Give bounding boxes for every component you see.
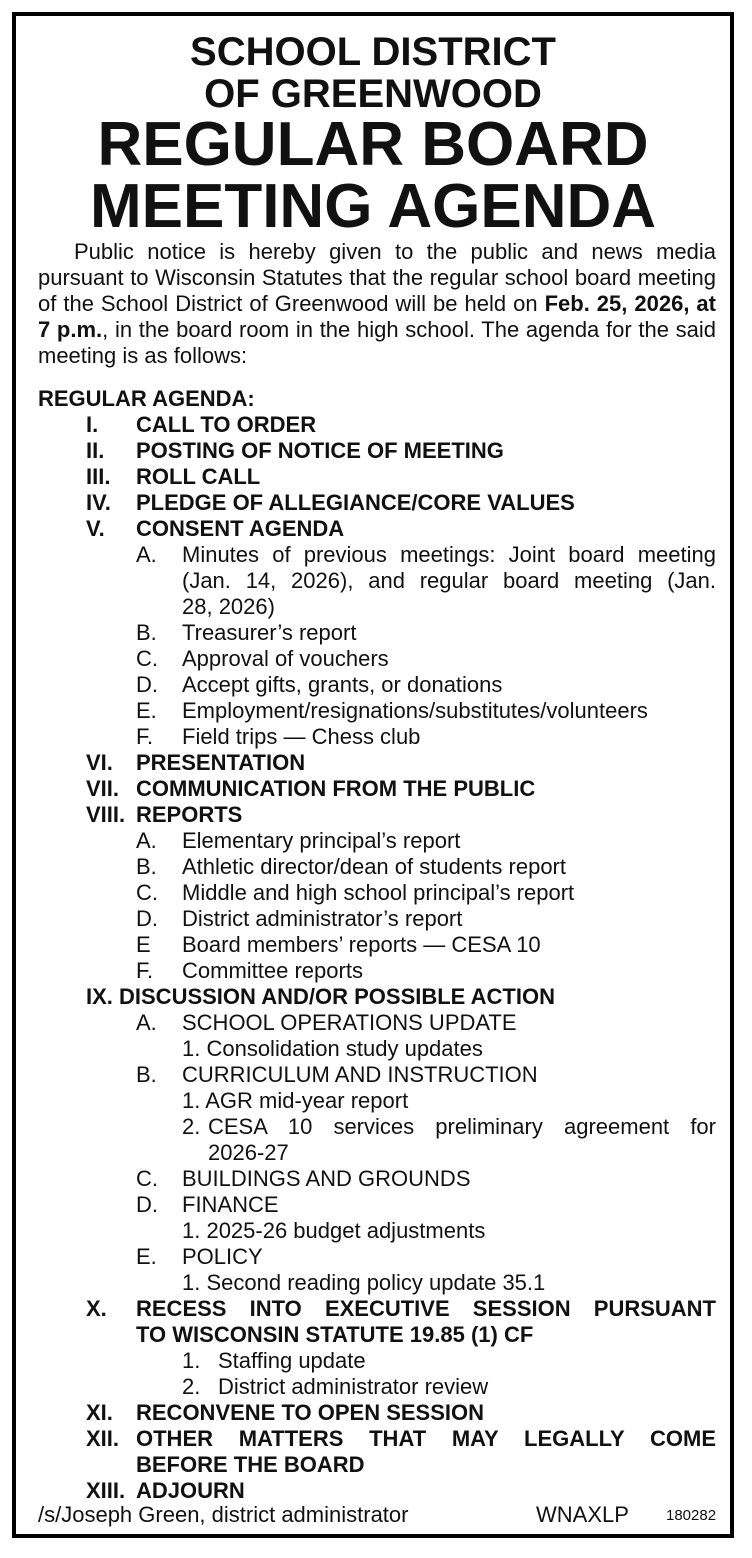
subitem: Board members’ reports — CESA 10 xyxy=(182,932,541,957)
intro-text-after: , in the board room in the high school. The agenda for the said meeting is as follows: xyxy=(38,317,717,368)
agenda-item: CALL TO ORDER xyxy=(136,412,317,437)
item-number: VIII. xyxy=(86,802,126,827)
agenda-item: OTHER MATTERS THAT MAY LEGALLY COME xyxy=(136,1426,716,1451)
item-number: XIII. xyxy=(86,1478,126,1503)
agenda-item: RECONVENE TO OPEN SESSION xyxy=(136,1400,485,1425)
agenda-item: ADJOURN xyxy=(136,1478,245,1503)
public-notice xyxy=(12,12,734,1538)
subitem-letter: A. xyxy=(136,542,157,567)
subitem: Accept gifts, grants, or donations xyxy=(182,672,503,697)
agenda-item: POSTING OF NOTICE OF MEETING xyxy=(136,438,504,463)
subitem: Employment/resignations/substitutes/volunteers xyxy=(182,698,648,723)
subitem-letter: A. xyxy=(136,828,157,853)
subitem: FINANCE xyxy=(182,1192,279,1217)
item-number: II. xyxy=(86,438,105,463)
agenda-item: RECESS INTO EXECUTIVE SESSION PURSUANT xyxy=(136,1296,716,1321)
item-number: V. xyxy=(86,516,105,541)
subitem: Elementary principal’s report xyxy=(182,828,461,853)
subitem-letter: F. xyxy=(136,724,154,749)
item-number: IV. xyxy=(86,490,111,515)
subitem: CURRICULUM AND INSTRUCTION xyxy=(182,1062,538,1087)
sub-subitem: CESA 10 services preliminary agreement for xyxy=(208,1114,716,1139)
subitem-letter: D. xyxy=(136,672,158,697)
subitem-letter: C. xyxy=(136,1166,158,1191)
subitem-letter: C. xyxy=(136,880,158,905)
subitem: Minutes of previous meetings: Joint board meeting xyxy=(182,542,716,567)
agenda-item: COMMUNICATION FROM THE PUBLIC xyxy=(136,776,536,801)
subitem: BUILDINGS AND GROUNDS xyxy=(182,1166,471,1191)
agenda-item-cont: TO WISCONSIN STATUTE 19.85 (1) CF xyxy=(136,1322,534,1347)
sub-subitem-number: 2. xyxy=(182,1374,201,1399)
agenda-item-cont: BEFORE THE BOARD xyxy=(136,1452,365,1477)
subitem-letter: B. xyxy=(136,1062,157,1087)
subitem-letter: F. xyxy=(136,958,154,983)
sub-subitem-cont: 2026-27 xyxy=(208,1140,289,1165)
ad-number: 180282 xyxy=(666,1507,717,1524)
signature: /s/Joseph Green, district administrator xyxy=(38,1502,409,1527)
subitem-letter: E. xyxy=(136,698,157,723)
sub-subitem-number: 2. xyxy=(182,1114,201,1139)
item-number: VI. xyxy=(86,750,113,775)
sub-subitem-number: 1. xyxy=(182,1348,201,1373)
agenda-item: ROLL CALL xyxy=(136,464,261,489)
subitem-letter: D. xyxy=(136,1192,158,1217)
sub-subitem: 1. Consolidation study updates xyxy=(182,1036,483,1061)
subitem: Treasurer’s report xyxy=(182,620,357,645)
meeting-date: Feb. 25, 2026, at 7 p.m. xyxy=(38,291,716,342)
agenda-title-line2: MEETING AGENDA xyxy=(89,172,657,241)
publication-code: WNAXLP xyxy=(536,1502,629,1527)
subitem: Committee reports xyxy=(182,958,363,983)
subitem: Field trips — Chess club xyxy=(182,724,421,749)
sub-subitem: Staffing update xyxy=(218,1348,366,1373)
subitem: District administrator’s report xyxy=(182,906,463,931)
subitem: SCHOOL OPERATIONS UPDATE xyxy=(182,1010,517,1035)
agenda-title-line1: REGULAR BOARD xyxy=(97,110,649,179)
agenda-item: IX. DISCUSSION AND/OR POSSIBLE ACTION xyxy=(86,984,555,1009)
subitem-letter: E xyxy=(136,932,151,957)
agenda-item: CONSENT AGENDA xyxy=(136,516,345,541)
sub-subitem: District administrator review xyxy=(218,1374,489,1399)
item-number: X. xyxy=(86,1296,107,1321)
subitem-letter: D. xyxy=(136,906,158,931)
subitem-cont: 28, 2026) xyxy=(182,594,275,619)
subitem-letter: A. xyxy=(136,1010,157,1035)
district-title-line1: SCHOOL DISTRICT xyxy=(190,30,556,74)
item-number: VII. xyxy=(86,776,120,801)
intro-text-before: Public notice is hereby given to the public and news media pursuant to Wisconsin Statutes that the regular school board meeting of the School District of Greenwood will be held on xyxy=(38,239,716,316)
subitem: Athletic director/dean of students report xyxy=(182,854,566,879)
intro-paragraph xyxy=(38,239,716,369)
agenda-item: PLEDGE OF ALLEGIANCE/CORE VALUES xyxy=(136,490,575,515)
item-number: III. xyxy=(86,464,111,489)
item-number: XII. xyxy=(86,1426,120,1451)
subitem: Middle and high school principal’s report xyxy=(182,880,575,905)
subitem: POLICY xyxy=(182,1244,263,1269)
sub-subitem: 1. Second reading policy update 35.1 xyxy=(182,1270,546,1295)
item-number: XI. xyxy=(86,1400,113,1425)
sub-subitem: 1. AGR mid-year report xyxy=(182,1088,409,1113)
sub-subitem: 1. 2025-26 budget adjustments xyxy=(182,1218,486,1243)
subitem-letter: B. xyxy=(136,854,157,879)
agenda-item: PRESENTATION xyxy=(136,750,306,775)
item-number: I. xyxy=(86,412,99,437)
subitem-cont: (Jan. 14, 2026), and regular board meeting (Jan. xyxy=(182,568,716,593)
subitem: Approval of vouchers xyxy=(182,646,389,671)
district-title-line2: OF GREENWOOD xyxy=(204,72,542,116)
subitem-letter: C. xyxy=(136,646,158,671)
agenda-item: REPORTS xyxy=(136,802,243,827)
agenda-heading: REGULAR AGENDA: xyxy=(38,386,255,411)
subitem-letter: B. xyxy=(136,620,157,645)
subitem-letter: E. xyxy=(136,1244,157,1269)
